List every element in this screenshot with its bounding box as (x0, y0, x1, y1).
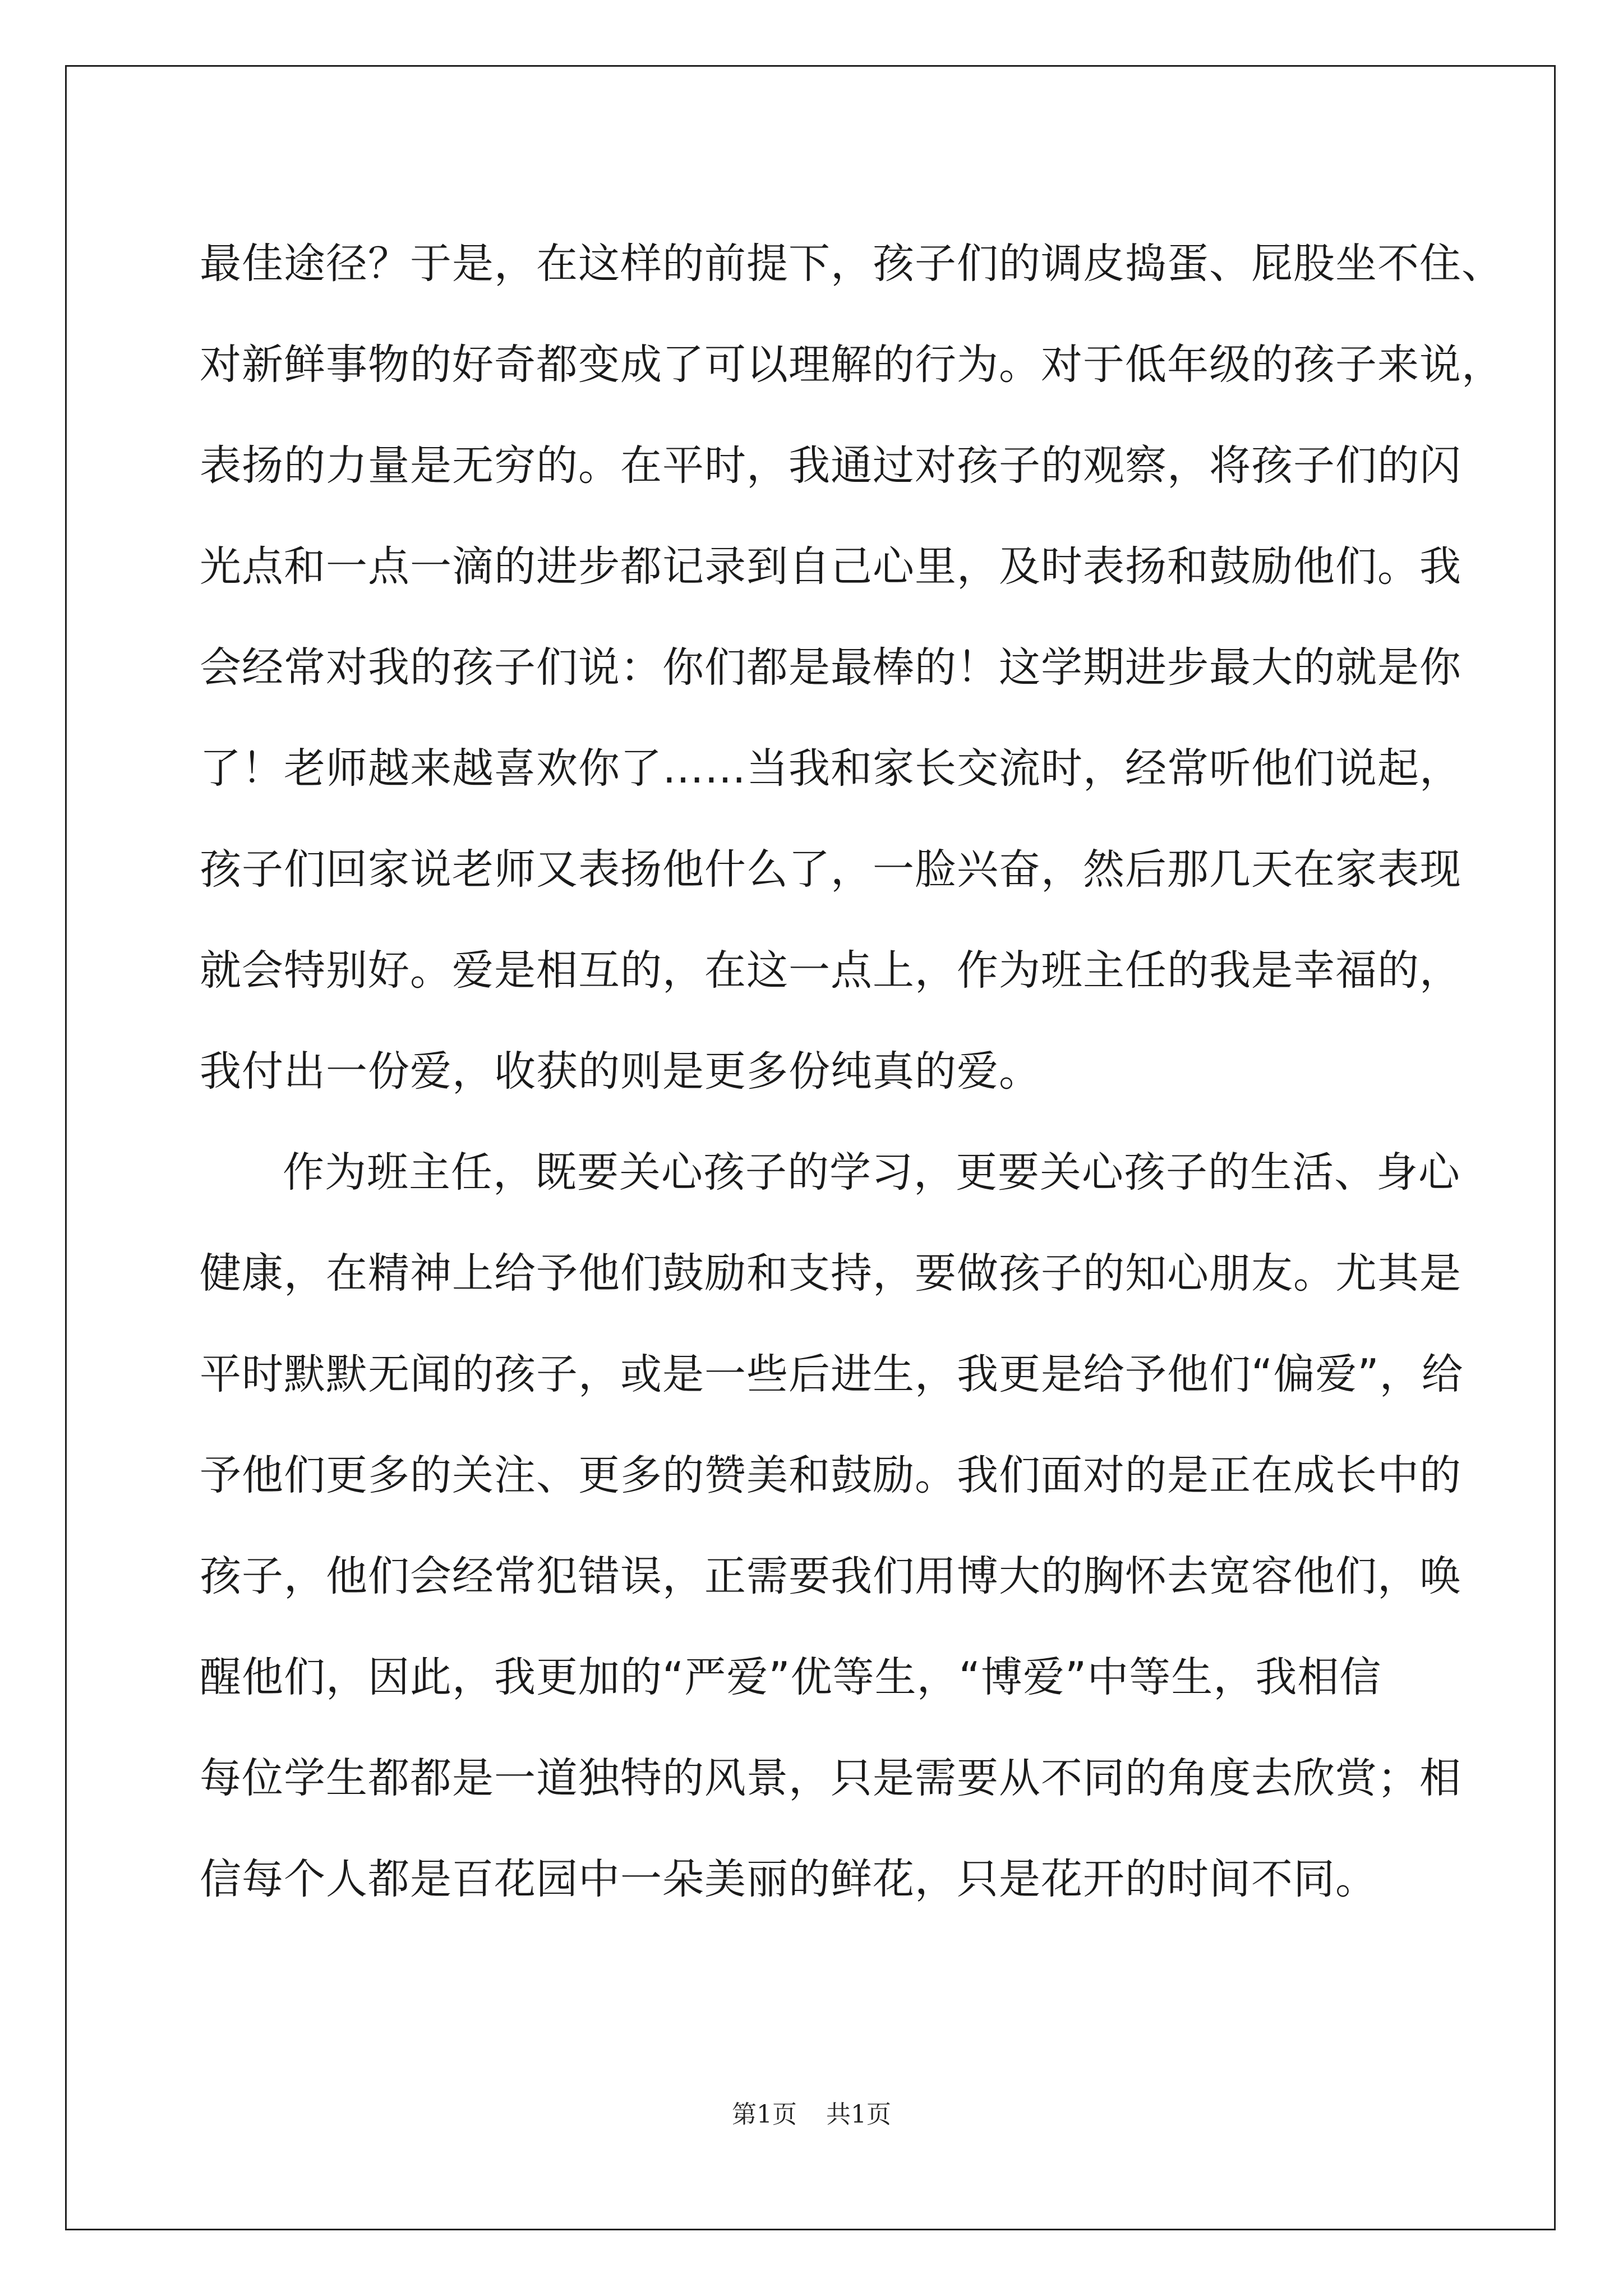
page-footer (0, 2098, 1623, 2132)
text-line: 最佳途径？于是，在这样的前提下，孩子们的调皮捣蛋、屁股坐不住、 (200, 240, 1504, 288)
text-line: 我付出一份爱，收获的则是更多份纯真的爱。 (200, 1047, 1041, 1096)
text-line: 健康，在精神上给予他们鼓励和支持，要做孩子的知心朋友。尤其是 (200, 1249, 1461, 1297)
text-line: 表扬的力量是无穷的。在平时，我通过对孩子的观察，将孩子们的闪 (200, 441, 1461, 490)
text-line: 孩子，他们会经常犯错误，正需要我们用博大的胸怀去宽容他们，唤 (200, 1552, 1461, 1600)
page-number: 第1页 (732, 2100, 797, 2129)
paragraph-start-line: 作为班主任，既要关心孩子的学习，更要关心孩子的生活、身心 (283, 1148, 1460, 1197)
text-line: 平时默默无闻的孩子，或是一些后进生，我更是给予他们“偏爱”，给 (200, 1350, 1464, 1398)
document-body (200, 213, 1504, 1930)
text-line: 孩子们回家说老师又表扬他什么了，一脸兴奋，然后那几天在家表现 (200, 845, 1461, 894)
total-pages: 共1页 (826, 2100, 891, 2129)
text-line: 予他们更多的关注、更多的赞美和鼓励。我们面对的是正在成长中的 (200, 1451, 1461, 1499)
text-line: 对新鲜事物的好奇都变成了可以理解的行为。对于低年级的孩子来说， (200, 341, 1504, 389)
text-line: 会经常对我的孩子们说：你们都是最棒的！这学期进步最大的就是你 (200, 643, 1461, 692)
text-line: 每位学生都都是一道独特的风景，只是需要从不同的角度去欣赏；相 (200, 1754, 1461, 1802)
text-line: 信每个人都是百花园中一朵美丽的鲜花，只是花开的时间不同。 (200, 1855, 1377, 1903)
text-line: 了！老师越来越喜欢你了……当我和家长交流时，经常听他们说起， (200, 744, 1461, 793)
text-line: 醒他们，因此，我更加的“严爱”优等生，“博爱”中等生，我相信 (200, 1653, 1382, 1701)
text-line: 光点和一点一滴的进步都记录到自己心里，及时表扬和鼓励他们。我 (200, 542, 1461, 591)
text-line: 就会特别好。爱是相互的，在这一点上，作为班主任的我是幸福的， (200, 946, 1461, 995)
